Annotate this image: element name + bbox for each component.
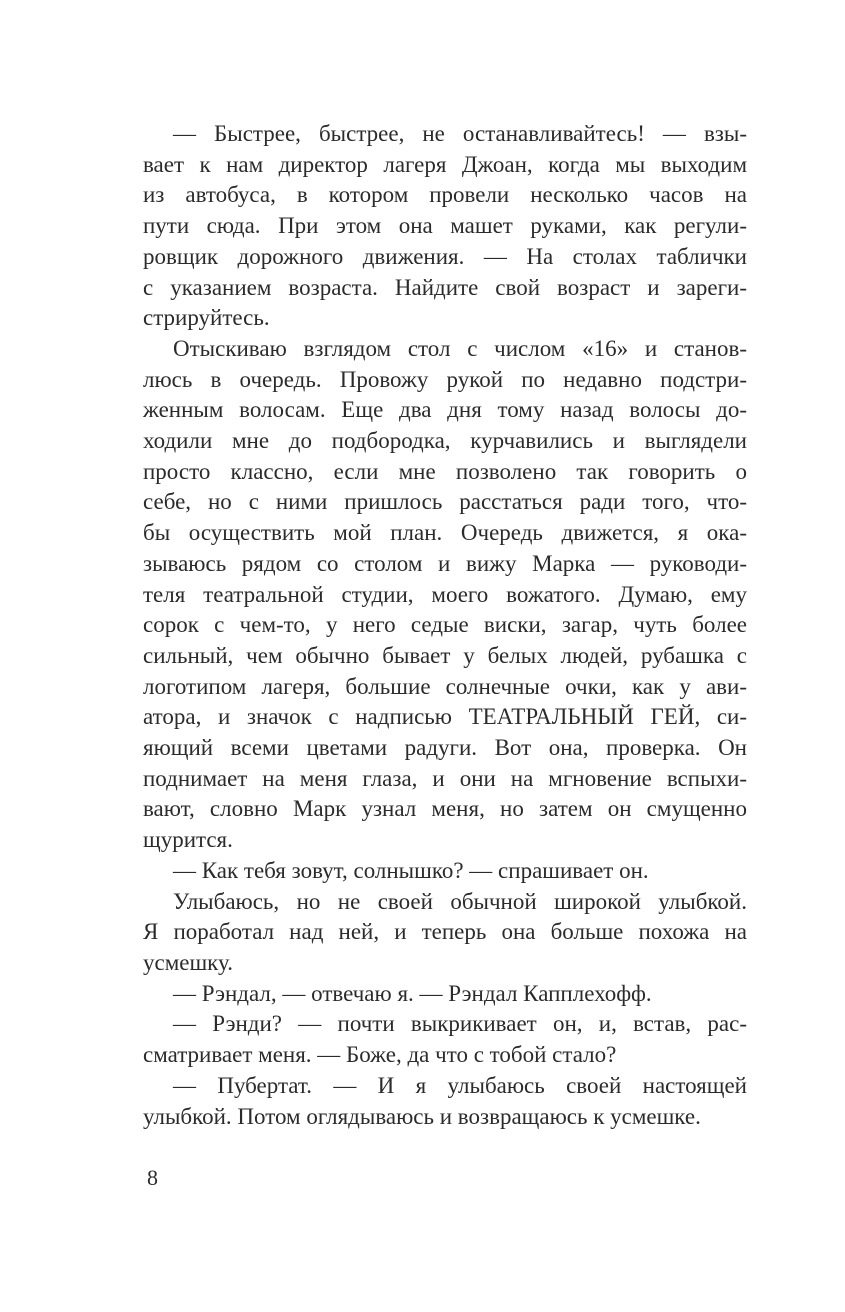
text-line: себе, но с ними пришлось расстаться ради того, что-	[143, 489, 747, 515]
text-line: вают, словно Марк узнал меня, но затем он смущенно	[143, 796, 747, 822]
paragraph	[143, 334, 747, 856]
text-line: стрируйтесь.	[143, 305, 270, 331]
text-line: пути сюда. При этом она машет руками, как регули-	[143, 213, 747, 239]
text-line: люсь в очередь. Провожу рукой по недавно подстри-	[143, 366, 747, 392]
text-line: Я поработал над ней, и теперь она больше похожа на	[143, 919, 747, 945]
text-line: — Как тебя зовут, солнышко? — спрашивает он.	[173, 857, 649, 883]
text-line: из автобуса, в котором провели несколько часов на	[143, 182, 747, 208]
text-line: просто классно, если мне позволено так говорить о	[143, 458, 747, 484]
text-line: усмешку.	[143, 949, 233, 975]
text-line: ходили мне до подбородка, курчавились и выглядели	[143, 428, 747, 454]
text-line: вает к нам директор лагеря Джоан, когда мы выходим	[143, 151, 747, 177]
paragraph	[143, 1009, 747, 1070]
text-line: — Рэндал, — отвечаю я. — Рэндал Капплехофф.	[173, 980, 652, 1006]
text-line: — Рэнди? — почти выкрикивает он, и, встав, рас-	[173, 1011, 747, 1037]
text-line: сильный, чем обычно бывает у белых людей, рубашка с	[143, 642, 747, 668]
text-line: Улыбаюсь, но не своей обычной широкой улыбкой.	[173, 888, 747, 914]
text-line: улыбкой. Потом оглядываюсь и возвращаюсь к усмешке.	[143, 1103, 701, 1129]
text-line: логотипом лагеря, большие солнечные очки, как у ави-	[143, 673, 747, 699]
text-line: теля театральной студии, моего вожатого. Думаю, ему	[143, 581, 747, 607]
text-line: — Быстрее, быстрее, не останавливайтесь! — взы-	[173, 121, 747, 146]
text-line: атора, и значок с надписью ТЕАТРАЛЬНЫЙ ГЕЙ, си-	[143, 704, 747, 730]
text-line: поднимает на меня глаза, и они на мгновение вспыхи-	[143, 765, 747, 791]
paragraph	[143, 887, 747, 979]
text-line: зываюсь рядом со столом и вижу Марка — руководи-	[143, 550, 747, 576]
text-line: ровщик дорожного движения. — На столах таблички	[143, 243, 747, 269]
paragraph	[143, 1071, 747, 1132]
text-line: сматривает меня. — Боже, да что с тобой стало?	[143, 1042, 617, 1068]
text-line: яющий всеми цветами радуги. Вот она, проверка. Он	[143, 735, 747, 761]
text-line: сорок с чем-то, у него седые виски, загар, чуть более	[143, 612, 747, 638]
body-text	[143, 119, 747, 1132]
text-line: бы осуществить мой план. Очередь движется, я ока-	[143, 520, 747, 546]
text-line: — Пубертат. — И я улыбаюсь своей настоящей	[173, 1072, 747, 1098]
text-line: Отыскиваю взглядом стол с числом «16» и станов-	[173, 335, 747, 361]
text-line: женным волосам. Еще два дня тому назад волосы до-	[143, 397, 747, 423]
paragraph	[143, 119, 747, 334]
paragraph	[143, 856, 747, 887]
page-number: 8	[147, 1165, 158, 1190]
text-line: с указанием возраста. Найдите свой возраст и зареги-	[143, 274, 747, 300]
paragraph	[143, 979, 747, 1010]
text-line: щурится.	[143, 827, 233, 853]
